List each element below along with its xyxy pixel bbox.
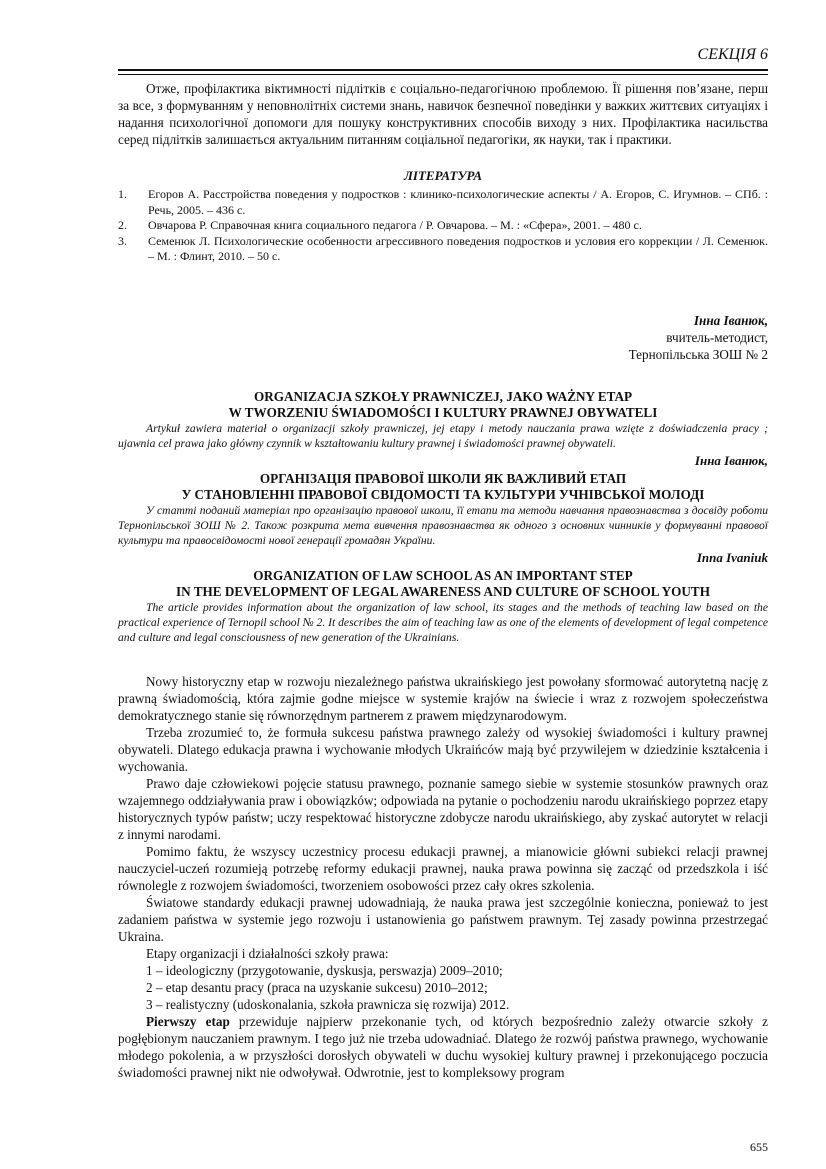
body-paragraph: Pomimo faktu, że wszyscy uczestnicy procesu edukacji prawnej, a mianowicie główni subiekci relacji prawnej nauczyciel-uczeń rozumieją potrzebę reformy edukacji prawnej, nauka prawa powinna się zacząć od przedszkola i iść równolegle z rozwojem świadomości, tworzeniem osobowości przez cały okres szkolenia. <box>118 843 768 893</box>
reference-item: 2. Овчарова Р. Справочная книга социального педагога / Р. Овчарова. – М. : «Сфера», 2001. – 480 с. <box>118 218 642 232</box>
ukrainian-title: ОРГАНІЗАЦІЯ ПРАВОВОЇ ШКОЛИ ЯК ВАЖЛИВИЙ ЕТАП У СТАНОВЛЕННІ ПРАВОВОЇ СВІДОМОСТІ ТА КУЛЬТУРИ УЧНІВСЬКОЇ МОЛОДІ <box>181 470 705 502</box>
stage-item: 2 – etap desantu pracy (praca na uzyskanie sukcesu) 2010–2012; <box>146 979 488 995</box>
ukrainian-abstract: У статті поданий матеріал про організацію правової школи, її етапи та методи навчання правознавства з досвіду роботи Тернопільської ЗОШ № 2. Також розкрита мета вивчення правознавства як одного з основних чинників у формуванні правової культури та правосвідомості нової генерації громадян України. <box>118 503 768 547</box>
header-rule-thick <box>118 69 768 71</box>
english-abstract: The article provides information about the organization of law school, its stages and the methods of teaching law based on the practical experience of Ternopil school № 2. It describes the aim of teaching law as one of the elements of development of legal competence and culture and legal consciousness of new generation of the Ukrainians. <box>118 600 768 644</box>
running-header <box>118 30 768 68</box>
english-title: ORGANIZATION OF LAW SCHOOL AS AN IMPORTANT STEP IN THE DEVELOPMENT OF LEGAL AWARENESS AND CULTURE OF SCHOOL YOUTH <box>176 567 710 599</box>
polish-abstract: Artykuł zawiera materiał o organizacji szkoły prawniczej, jej etapy i metody nauczania prawa wzięte z doświadczenia pracy ; ujawnia cel prawa jako główny czynnik w kształtowaniu kultury prawnej i świadomości prawnej obywateli. <box>118 421 768 450</box>
header-rule-thin <box>118 74 768 75</box>
intro-paragraph: Отже, профілактика віктимності підлітків є соціально-педагогічною проблемою. Її рішення пов’язане, перш за все, з формуванням у неповнолітніх системи знань, навичок безпечної поведінки у важких життєвих ситуаціях і надання психологічної допомоги для пошуку конструктивних способів виходу з них. Профілактика насильства серед підлітків залишається актуальним питанням соціальної педагогіки, як науки, так і практики. <box>118 81 768 147</box>
english-byline: Inna Ivaniuk <box>696 549 768 565</box>
reference-item: 3. Семенюк Л. Психологические особенности агрессивного поведения подростков и условия его коррекции / Л. Семенюк. – М. : Флинт, 2010. – 50 с. <box>118 233 768 263</box>
literature-title: ЛІТЕРАТУРА <box>403 168 483 183</box>
author-school: Тернопільська ЗОШ № 2 <box>628 346 768 362</box>
article-body <box>118 673 768 1081</box>
author-name: Інна Іванюк, <box>693 312 768 328</box>
polish-title: ORGANIZACJA SZKOŁY PRAWNICZEJ, JAKO WAŻNY ETAP W TWORZENIU ŚWIADOMOŚCI I KULTURY PRAWNEJ OBYWATELI <box>228 388 658 420</box>
paragraph-lead: Pierwszy etap <box>146 1013 230 1029</box>
body-paragraph: Światowe standardy edukacji prawnej udowadniają, że nauka prawa jest szczególnie konieczna, ponieważ to jest zadaniem państwa w systemie jego rozwoju i ustanowienia go państwem prawnym. Tej zasady powinna przestrzegać Ukraina. <box>118 894 768 944</box>
reference-item: 1. Егоров А. Расстройства поведения у подростков : клинико-психологические аспекты / А. Егоров, С. Игумнов. – СПб. : Речь, 2005. – 436 с. <box>118 187 768 217</box>
reference-list <box>118 187 768 265</box>
body-paragraph: Prawo daje człowiekowi pojęcie statusu prawnego, poznanie samego siebie w systemie stosunków prawnych oraz wzajemnego oddziaływania praw i obowiązków; odpowiada na pytanie o pochodzeniu narodu ukraińskiego poprzez etapy historycznych typów państw; uczy respektować historyczne zdobycze narodu ukraińskiego, aby zyskać autorytet w relacji z innymi narodami. <box>118 775 768 842</box>
section-label: СЕКЦІЯ 6 <box>697 46 768 63</box>
body-paragraph: Nowy historyczny etap w rozwoju niezależnego państwa ukraińskiego jest powołany sformować autorytetną nację z prawną świadomością, która zajmie godne miejsce w systemie krajów na świecie i wraz z rozwojem społeczeństwa demokratycznego stanie się równorzędnym partnerem z prawem międzynarodowym. <box>118 673 768 723</box>
stages-intro: Etapy organizacji i działalności szkoły prawa: <box>146 945 389 961</box>
page <box>118 30 768 1081</box>
page-number: 655 <box>750 1140 768 1154</box>
author-block <box>118 312 768 363</box>
stage-item: 1 – ideologiczny (przygotowanie, dyskusja, perswazja) 2009–2010; <box>146 962 503 978</box>
body-paragraph: Pierwszy etap przewiduje najpierw przekonanie tych, od których bezpośrednio zależy otwarcie szkoły z pogłębionym nauczaniem prawnym. I tego już nie trzeba udowadniać. Dlatego że rozwój państwa prawnego, wychowanie młodego pokolenia, a w przyszłości dorosłych obywateli w duchu wysokiej kultury prawnej i przekonującego poczucia świadomości prawnej nikt nie odwoływał. Odwrotnie, jest to kompleksowy program <box>118 1013 769 1080</box>
body-paragraph: Trzeba zrozumieć to, że formuła sukcesu państwa prawnego zależy od wysokiej świadomości i kultury prawnej obywateli. Dlatego edukacja prawna i wychowanie młodych Ukraińców mają być przywilejem w dziedzinie kształcenia i wychowania. <box>118 724 768 774</box>
stage-item: 3 – realistyczny (udoskonalania, szkoła prawnicza się rozwija) 2012. <box>146 996 510 1012</box>
ukrainian-byline: Інна Іванюк, <box>694 452 768 468</box>
author-position: вчитель-методист, <box>666 329 768 345</box>
